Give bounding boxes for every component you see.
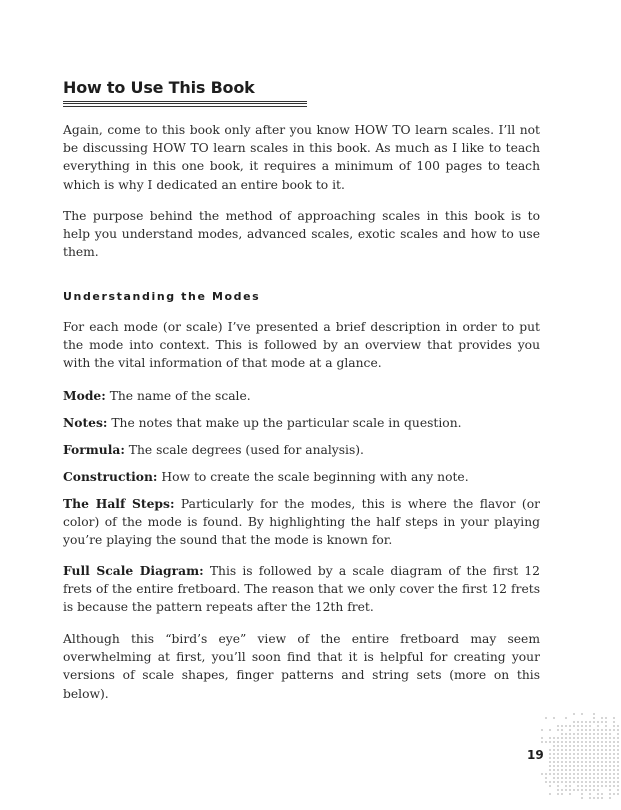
modes-heading: Understanding the Modes	[63, 290, 261, 303]
definition-construction	[63, 468, 540, 486]
definition-term: The Half Steps:	[63, 496, 175, 511]
closing-paragraph: Although this “bird’s eye” view of the entire fretboard may seem overwhelming at first, you’ll soon find that it is helpful for creating your versions of scale shapes, finger patterns and string sets (more on this below).	[63, 632, 540, 701]
intro-paragraph-1: Again, come to this book only after you know HOW TO learn scales. I’ll not be discussing HOW TO learn scales in this book. As much as I like to teach everything in this one book, it requires a minimum of 100 pages to teach which is why I dedicated an entire book to it.	[63, 123, 540, 192]
definition-term: Formula:	[63, 442, 125, 457]
modes-paragraph: For each mode (or scale) I’ve presented a brief description in order to put the mode into context. This is followed by an overview that provides you with the vital information of that mode at a glance.	[63, 320, 540, 371]
definition-text: This is followed by a scale diagram of the first 12 frets of the entire fretboard. The reason that we only cover the first 12 frets is because the pattern repeats after the 12th fret.	[63, 564, 540, 615]
title-underline	[63, 101, 307, 107]
definition-text: The notes that make up the particular scale in question.	[107, 416, 462, 430]
definition-notes	[63, 414, 540, 432]
definition-term: Notes:	[63, 415, 108, 430]
definition-formula	[63, 441, 540, 459]
definition-mode	[63, 387, 540, 405]
definition-term: Mode:	[63, 388, 106, 403]
definition-term: Full Scale Diagram:	[63, 563, 204, 578]
definition-term: Construction:	[63, 469, 158, 484]
decorative-dot-pattern	[540, 712, 621, 802]
intro-paragraph-2: The purpose behind the method of approaching scales in this book is to help you understand modes, advanced scales, exotic scales and how to use them.	[63, 209, 540, 260]
definition-text: The name of the scale.	[105, 389, 251, 403]
definition-text: How to create the scale beginning with any note.	[157, 470, 469, 484]
definition-text: The scale degrees (used for analysis).	[124, 443, 364, 457]
definition-half-steps	[63, 495, 540, 550]
page-number: 19	[527, 748, 544, 762]
section-title: How to Use This Book	[63, 78, 255, 97]
definition-text: Particularly for the modes, this is where the flavor (or color) of the mode is found. By highlighting the half steps in your playing you’re playing the sound that the mode is known for.	[63, 497, 540, 548]
definition-full-scale-diagram	[63, 562, 540, 617]
